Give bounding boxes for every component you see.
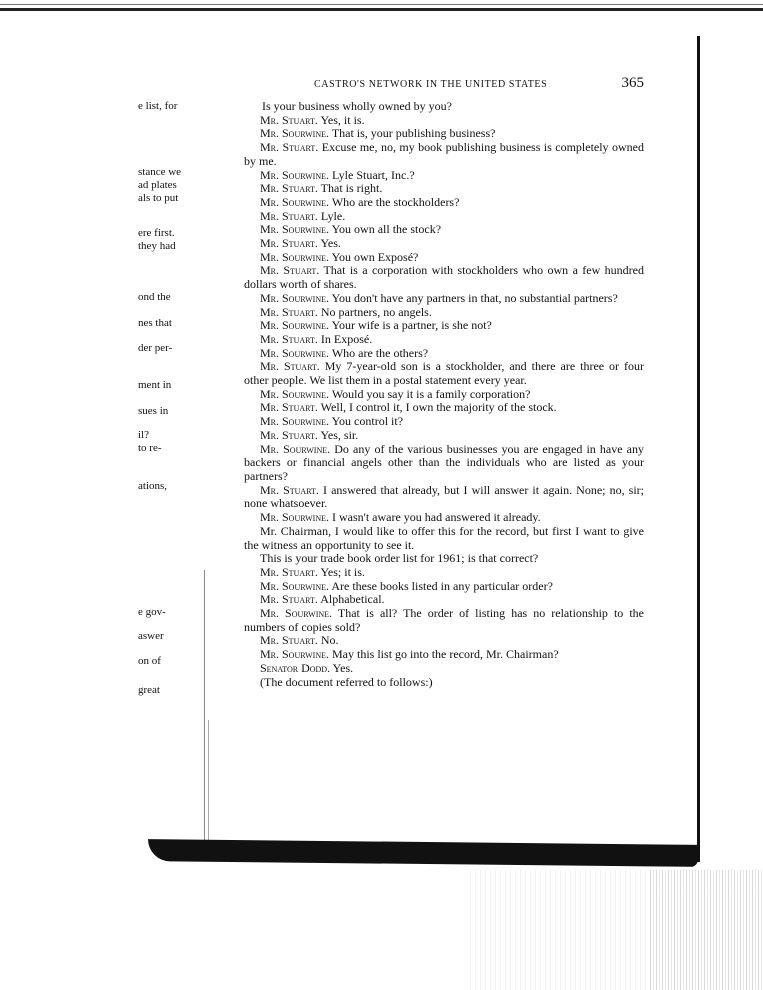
scan-edge-line (0, 4, 763, 5)
left-fragment: il? (138, 429, 149, 441)
speaker: Mr. Stuart. (260, 112, 318, 127)
speaker: Mr. Sourwine. (260, 222, 330, 237)
left-fragment: ad plates (138, 179, 177, 191)
utterance: Is your business wholly owned by you? (262, 99, 452, 113)
transcript-line (244, 566, 644, 580)
transcript-line (244, 319, 644, 333)
transcript-line (244, 525, 644, 552)
speaker: Mr. Sourwine. (260, 386, 330, 401)
utterance: Do any of the various businesses you are engaged in have any backers or financial angels other than the individuals who are listed as your partners? (244, 441, 644, 483)
transcript-line (244, 251, 644, 265)
utterance: That is right. (320, 181, 383, 196)
transcript-line (244, 306, 644, 320)
transcript-line (244, 333, 644, 347)
left-fragment: ere first. (138, 227, 175, 239)
left-fragment: e gov- (138, 606, 166, 618)
transcript-line (244, 484, 644, 511)
utterance: Would you say it is a family corporation? (331, 386, 531, 401)
speaker: Mr. Sourwine. (260, 194, 330, 209)
page-header (300, 77, 652, 95)
utterance: You control it? (331, 414, 404, 429)
speaker: Mr. Stuart. (260, 482, 319, 497)
transcript-line (244, 169, 644, 183)
hearing-transcript (244, 100, 644, 689)
utterance: You own all the stock? (331, 222, 442, 237)
transcript-line (244, 292, 644, 306)
utterance: That is all? The order of listing has no relationship to the numbers of copies sold? (244, 606, 644, 634)
transcript-line (244, 237, 644, 251)
left-fragment: ond the (138, 291, 171, 303)
speaker: Mr. Stuart. (260, 181, 318, 196)
transcript-line (244, 100, 644, 114)
utterance: That is, your publishing business? (331, 126, 496, 141)
scan-noise (650, 870, 763, 990)
speaker: Mr. Stuart. (260, 208, 318, 223)
utterance: Yes, it is. (320, 112, 365, 127)
utterance: You own Exposé? (331, 249, 419, 264)
speaker: Mr. Sourwine. (260, 345, 330, 360)
transcript-line (244, 141, 644, 168)
utterance: Who are the stockholders? (331, 194, 460, 209)
speaker: Mr. Stuart. (260, 427, 318, 442)
utterance: Are these books listed in any particular order? (331, 578, 553, 593)
speaker: Mr. Sourwine. (260, 249, 330, 264)
left-fragment: ations, (138, 480, 168, 492)
scan-noise (470, 870, 650, 990)
utterance: Yes. (320, 236, 341, 251)
transcript-line (244, 552, 644, 566)
utterance: No partners, no angels. (320, 304, 432, 319)
speaker: Mr. Stuart. (260, 140, 319, 155)
utterance: Mr. Chairman, I would like to offer this for the record, but first I want to give the witness an opportunity to see it. (244, 523, 644, 552)
utterance: Yes. (332, 660, 354, 675)
running-head: CASTRO'S NETWORK IN THE UNITED STATES (314, 79, 548, 90)
speaker: Mr. Stuart. (260, 236, 318, 251)
speaker: Mr. Stuart. (260, 592, 318, 607)
utterance: Yes, sir. (320, 427, 359, 442)
utterance: I answered that already, but I will answer it again. None; no, sir; none whatsoever. (244, 482, 644, 511)
transcript-line (244, 127, 644, 141)
utterance: Excuse me, no, my book publishing business is completely owned by me. (244, 140, 644, 168)
transcript-line (244, 607, 644, 634)
transcript-line (244, 593, 644, 607)
speaker: Mr. Stuart. (260, 564, 318, 579)
left-fragment: on of (138, 655, 161, 667)
speaker: Senator Dodd. (260, 660, 331, 675)
utterance: Your wife is a partner, is she not? (331, 318, 492, 333)
gutter-shadow (208, 720, 209, 850)
speaker: Mr. Stuart. (260, 304, 318, 319)
transcript-line (244, 511, 644, 525)
page-right-edge-shadow (697, 36, 700, 862)
transcript-line (244, 223, 644, 237)
scan-top-border (0, 8, 763, 11)
utterance: Lyle Stuart, Inc.? (332, 167, 415, 182)
speaker: Mr. Sourwine. (260, 441, 331, 456)
left-fragment: der per- (138, 342, 173, 354)
left-fragment: they had (138, 240, 176, 252)
transcript-line (244, 347, 644, 361)
utterance: This is your trade book order list for 1961; is that correct? (260, 551, 539, 566)
transcript-line (244, 360, 644, 387)
left-fragment: ment in (138, 379, 172, 391)
left-fragment: aswer (138, 630, 164, 642)
left-fragment: stance we (138, 166, 182, 178)
transcript-line (244, 264, 644, 291)
speaker: Mr. Stuart. (260, 331, 318, 346)
transcript-line (244, 634, 644, 648)
speaker: Mr. Stuart. (260, 263, 320, 278)
transcript-line (244, 196, 644, 210)
transcript-line (244, 182, 644, 196)
speaker: Mr. Stuart. (260, 400, 318, 415)
left-fragment: e list, for (138, 100, 178, 112)
transcript-line (244, 662, 644, 676)
transcript-line (244, 580, 644, 594)
speaker: Mr. Sourwine. (260, 414, 330, 429)
utterance: Well, I control it, I own the majority of the stock. (320, 400, 557, 415)
speaker: Mr. Sourwine. (260, 510, 330, 525)
left-fragment: to re- (138, 442, 162, 454)
page-bottom-edge-shadow (148, 839, 698, 867)
utterance: No. (320, 633, 339, 648)
speaker: Mr. Sourwine. (260, 126, 330, 141)
transcript-line (244, 401, 644, 415)
transcript-line (244, 210, 644, 224)
utterance: My 7-year-old son is a stockholder, and there are three or four other people. We list them in a postal statement every year. (244, 359, 644, 388)
gutter-shadow (204, 570, 205, 850)
transcript-line (244, 114, 644, 128)
speaker: Mr. Sourwine. (260, 167, 330, 182)
transcript-line (244, 388, 644, 402)
speaker: Mr. Sourwine. (260, 647, 330, 662)
utterance: May this list go into the record, Mr. Chairman? (332, 647, 559, 662)
utterance: Yes; it is. (320, 564, 365, 579)
left-fragment: sues in (138, 405, 169, 417)
transcript-line (244, 429, 644, 443)
transcript-line (244, 648, 644, 662)
left-fragment: great (138, 684, 160, 696)
speaker: Mr. Sourwine. (260, 290, 330, 305)
utterance: In Exposé. (320, 331, 373, 346)
transcript-line (244, 676, 644, 690)
utterance: That is a corporation with stockholders who own a few hundred dollars worth of shares. (244, 263, 644, 292)
speaker: Mr. Stuart. (260, 633, 318, 648)
left-fragment: als to put (138, 192, 179, 204)
utterance: Lyle. (320, 208, 346, 223)
page-number: 365 (621, 75, 644, 91)
utterance: I wasn't aware you had answered it already. (332, 510, 541, 525)
transcript-line (244, 443, 644, 484)
speaker: Mr. Sourwine. (260, 578, 330, 593)
utterance: Who are the others? (331, 345, 429, 360)
transcript-line (244, 415, 644, 429)
utterance: You don't have any partners in that, no substantial partners? (331, 290, 618, 305)
utterance: (The document referred to follows:) (260, 674, 433, 689)
left-fragment: nes that (138, 317, 172, 329)
utterance: Alphabetical. (320, 592, 385, 607)
speaker: Mr. Sourwine. (260, 318, 330, 333)
speaker: Mr. Sourwine. (260, 606, 333, 621)
speaker: Mr. Stuart. (260, 359, 320, 374)
